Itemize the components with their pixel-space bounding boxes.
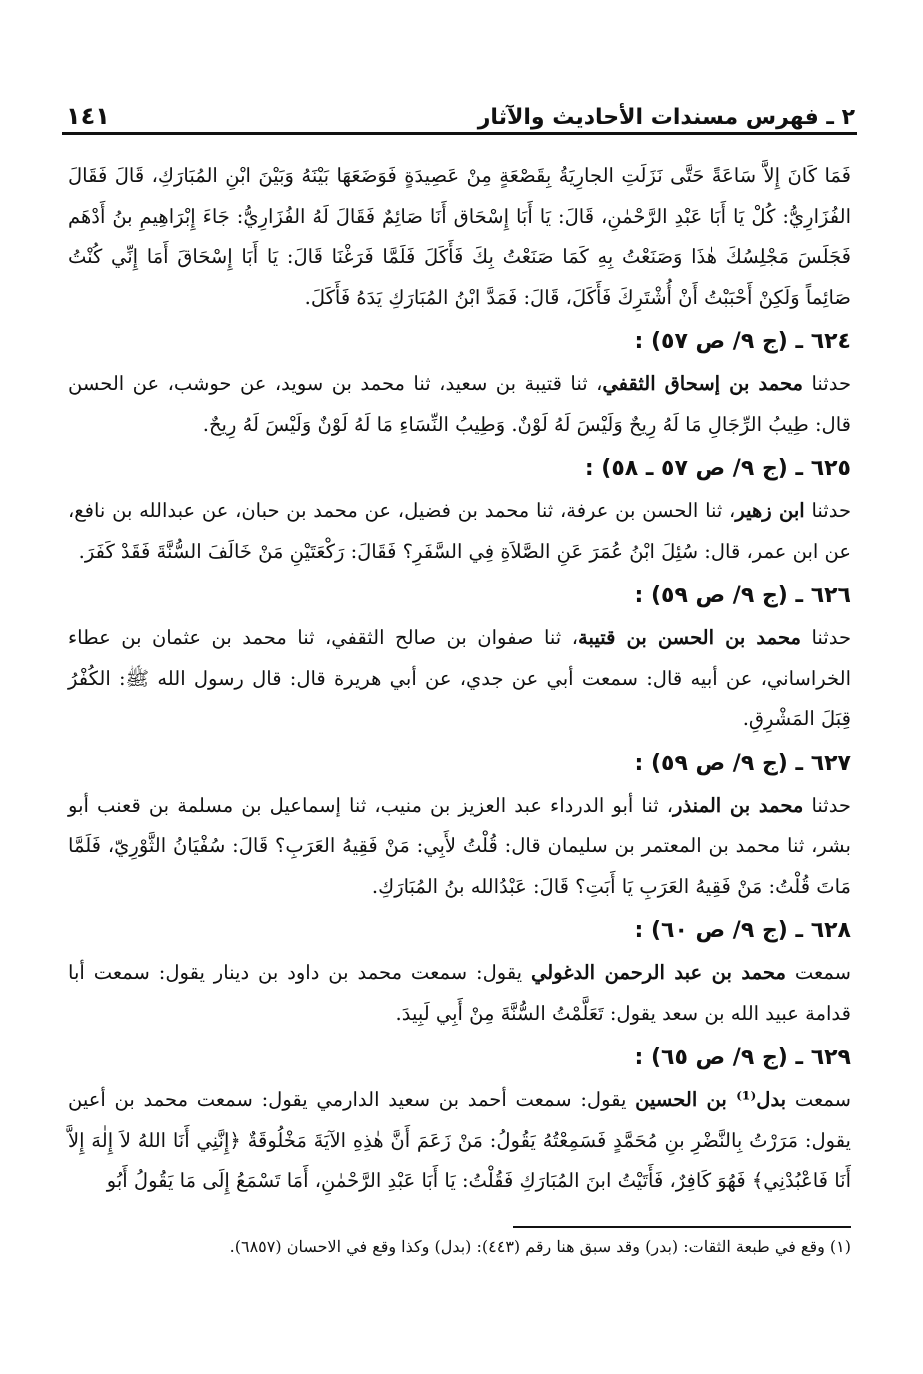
entry-text-body: ، ثنا صفوان بن صالح الثقفي، ثنا محمد بن عثمان بن عطاء الخراساني، عن أبيه قال: سمعت أبي عن جدي، عن أبي هريرة قال: قال رسول الله ﷺ: الكُفْرُ قِبَلَ المَشْرِقِ. xyxy=(68,626,851,730)
entry-text xyxy=(68,491,851,572)
header-rule xyxy=(62,132,857,135)
narrator-name: ابن زهير xyxy=(735,499,805,522)
entry-text xyxy=(68,786,851,908)
entry-text xyxy=(68,953,851,1034)
entry-heading xyxy=(68,447,851,491)
entry-text-lead: حدثنا xyxy=(803,372,851,395)
running-header xyxy=(66,96,855,130)
entry-text-body: يقول: سمعت أحمد بن سعيد الدارمي يقول: سمعت محمد بن أعين يقول: مَرَرْتُ بِالنَّضْرِ بنِ مُحَمَّدٍ فَسَمِعْتُهُ يَقُولُ: مَنْ زَعَمَ أَنَّ هٰذِهِ الآيَةَ مَخْلُوقَةٌ ﴿إِنَّنِي أَنَا اللهُ لاَ إِلٰهَ إِلاَّ أَنَا فَاعْبُدْنِي﴾ فَهُوَ كَافِرٌ، فَأَتَيْتُ ابنَ المُبَارَكِ فَقُلْتُ: يَا أَبَا عَبْدِ الرَّحْمٰنِ، أَمَا تَسْمَعُ إِلَى مَا يَقُولُ أَبُو xyxy=(68,1088,851,1192)
narrator-name: محمد بن المنذر xyxy=(673,793,804,817)
narrator-name: محمد بن الحسن بن قتيبة xyxy=(578,626,801,649)
narrator-name: بدل⁽¹⁾ بن الحسين xyxy=(635,1088,787,1111)
footnote-rule xyxy=(513,1226,851,1228)
entry-624 xyxy=(68,320,851,445)
entry-heading xyxy=(68,742,851,786)
entry-heading xyxy=(68,574,851,618)
entry-627 xyxy=(68,742,851,908)
page-number: ١٤١ xyxy=(66,102,110,130)
entry-text-body: ، ثنا أبو الدرداء عبد العزيز بن منيب، ثنا إسماعيل بن مسلمة بن قعنب أبو بشر، ثنا محمد بن المعتمر بن سليمان قال: قُلْتُ لأَبِي: مَنْ فَقِيهُ العَرَبِ؟ قَالَ: سُفْيَانُ الثَّوْرِيّ، فَلَمَّا مَاتَ قُلْتُ: مَنْ فَقِيهُ العَرَبِ يَا أَبَتِ؟ قَالَ: عَبْدُالله بنُ المُبَارَكِ. xyxy=(68,793,851,898)
entry-text-lead: حدثنا xyxy=(800,626,852,649)
entry-heading-text: ٦٢٥ ـ (ج ٩/ ص ٥٧ ـ ٥٨) : xyxy=(584,456,851,481)
entry-text xyxy=(68,1080,851,1202)
entry-text-lead: سمعت xyxy=(786,1088,851,1111)
entry-heading xyxy=(68,320,851,364)
entry-text xyxy=(68,364,851,445)
page-body xyxy=(68,156,851,1202)
entry-628 xyxy=(68,909,851,1034)
entry-text-lead: حدثنا xyxy=(804,499,851,522)
entry-heading-text: ٦٢٤ ـ (ج ٩/ ص ٥٧) : xyxy=(634,329,851,354)
entry-text-lead: حدثنا xyxy=(803,793,851,817)
entry-heading-text: ٦٢٦ ـ (ج ٩/ ص ٥٩) : xyxy=(634,583,851,608)
narrator-name: محمد بن إسحاق الثقفي xyxy=(602,372,803,395)
entry-heading-text: ٦٢٧ ـ (ج ٩/ ص ٥٩) : xyxy=(634,750,851,776)
narrator-name: محمد بن عبد الرحمن الدغولي xyxy=(531,961,786,984)
running-header-title: ٢ ـ فهرس مسندات الأحاديث والآثار xyxy=(477,105,855,130)
entry-heading xyxy=(68,1036,851,1080)
entry-text-body: ، ثنا الحسن بن عرفة، ثنا محمد بن فضيل، عن محمد بن حبان، عن عبدالله بن نافع، عن ابن عمر، قال: سُئِلَ ابْنُ عُمَرَ عَنِ الصَّلاَةِ فِي السَّفَرِ؟ فَقَالَ: رَكْعَتَيْنِ مَنْ خَالَفَ السُّنَّةَ فَقَدْ كَفَرَ. xyxy=(68,499,851,563)
footnote: (١) وقع في طبعة الثقات: (بدر) وقد سبق هنا رقم (٤٤٣): (بدل) وكذا وقع في الاحسان (٦٨٥٧). xyxy=(229,1237,851,1256)
entry-text-body: يقول: سمعت محمد بن داود بن دينار يقول: سمعت أبا قدامة عبيد الله بن سعد يقول: تَعَلَّمْتُ السُّنَّةَ مِنْ أَبِي لَبِيدَ. xyxy=(68,961,851,1025)
entry-625 xyxy=(68,447,851,572)
entry-text-lead: سمعت xyxy=(785,961,851,984)
entry-heading-text: ٦٢٩ ـ (ج ٩/ ص ٦٥) : xyxy=(634,1045,851,1070)
entry-heading-text: ٦٢٨ ـ (ج ٩/ ص ٦٠) : xyxy=(634,918,851,943)
entry-text xyxy=(68,618,851,740)
entry-626 xyxy=(68,574,851,740)
entry-629 xyxy=(68,1036,851,1202)
entry-text-body: ، ثنا قتيبة بن سعيد، ثنا محمد بن سويد، عن حوشب، عن الحسن قال: طِيبُ الرِّجَالِ مَا لَهُ رِيحٌ وَلَيْسَ لَهُ لَوْنٌ. وَطِيبُ النِّسَاءِ مَا لَهُ لَوْنٌ وَلَيْسَ لَهُ رِيحٌ. xyxy=(68,372,851,436)
entry-heading xyxy=(68,909,851,953)
continuation-paragraph: فَمَا كَانَ إِلاَّ سَاعَةً حَتَّى نَزَلَتِ الجارِيَةُ بِقَصْعَةٍ مِنْ عَصِيدَةٍ فَوَضَعَهَا بَيْنَهُ وَبَيْنَ ابْنِ المُبَارَكِ، قَالَ فَقَالَ الفُزَارِيُّ: كُلْ يَا أَبَا عَبْدِ الرَّحْمٰنِ، قَالَ: يَا أَبَا إِسْحَاق أَنَا صَائِمٌ فَقَالَ لَهُ الفُزَارِيُّ: جَاءَ إِبْرَاهِيمِ بنُ أَدْهَم فَجَلَسَ مَجْلِسُكَ هٰذَا وَصَنَعْتُ بِهِ كَمَا صَنَعْتُ بِكَ فَأَكَلَ فَلَمَّا فَرَغْنَا قَالَ: يَا أَبَا إِسْحَاقَ أَمَا إِنِّي كُنْتُ صَائِماً وَلَكِنْ أَحْبَبْتُ أَنْ أُشْتَرِكَ فَأَكَلَ، قَالَ: فَمَدَّ ابْنُ المُبَارَكِ يَدَهُ فَأَكَلَ. xyxy=(68,164,851,309)
